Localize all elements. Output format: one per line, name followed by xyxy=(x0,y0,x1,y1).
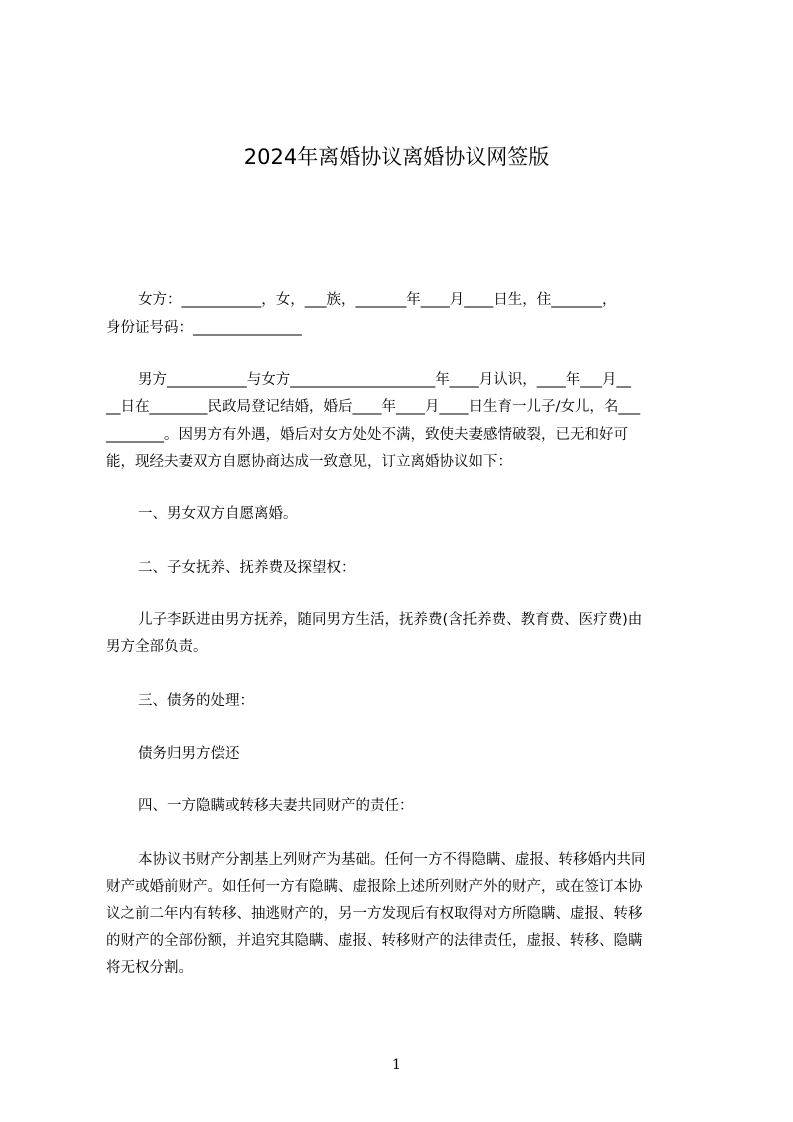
document-title: 2024年离婚协议离婚协议网签版 xyxy=(243,145,550,169)
assets-paragraph-line-3: 议之前二年内有转移、抽逃财产的，另一方发现后有权取得对方所隐瞒、虚报、转移 xyxy=(106,906,643,922)
husband-info-line-4: 能，现经夫妻双方自愿协商达成一致意见，订立离婚协议如下： xyxy=(106,454,512,470)
wife-info-line: 女方：___________，女，___族，_______年____月____日生，住_______， xyxy=(138,292,617,308)
husband-info-line-2: __日在________民政局登记结婚，婚后____年____月____日生育一儿子/女儿，名___ xyxy=(106,399,641,415)
assets-paragraph-line-2: 财产或婚前财产。如任何一方有隐瞒、虚报除上述所列财产外的财产，或在签订本协 xyxy=(106,879,643,895)
husband-info-line-3: ________。因男方有外遇，婚后对女方处处不满，致使夫妻感情破裂，已无和好可 xyxy=(106,427,628,443)
section-heading-2: 二、子女抚养、抚养费及探望权： xyxy=(138,560,356,576)
assets-paragraph-line-5: 将无权分割。 xyxy=(106,960,193,976)
custody-paragraph-line-2: 男方全部负责。 xyxy=(106,639,208,655)
section-heading-1: 一、男女双方自愿离婚。 xyxy=(138,506,298,522)
page-number: 1 xyxy=(392,1057,401,1073)
custody-paragraph-line-1: 儿子李跃进由男方抚养，随同男方生活，抚养费(含托养费、教育费、医疗费)由 xyxy=(138,612,643,628)
section-heading-3: 三、债务的处理： xyxy=(138,693,254,709)
husband-info-line-1: 男方___________与女方____________________年____月认识，____年___月__ xyxy=(138,372,631,388)
debt-paragraph: 债务归男方偿还 xyxy=(138,746,240,762)
section-heading-4: 四、一方隐瞒或转移夫妻共同财产的责任： xyxy=(138,798,414,814)
assets-paragraph-line-4: 的财产的全部份额，并追究其隐瞒、虚报、转移财产的法律责任，虚报、转移、隐瞒 xyxy=(106,933,643,949)
wife-id-line: 身份证号码：_______________ xyxy=(106,320,302,336)
assets-paragraph-line-1: 本协议书财产分割基上列财产为基础。任何一方不得隐瞒、虚报、转移婚内共同 xyxy=(138,852,646,868)
